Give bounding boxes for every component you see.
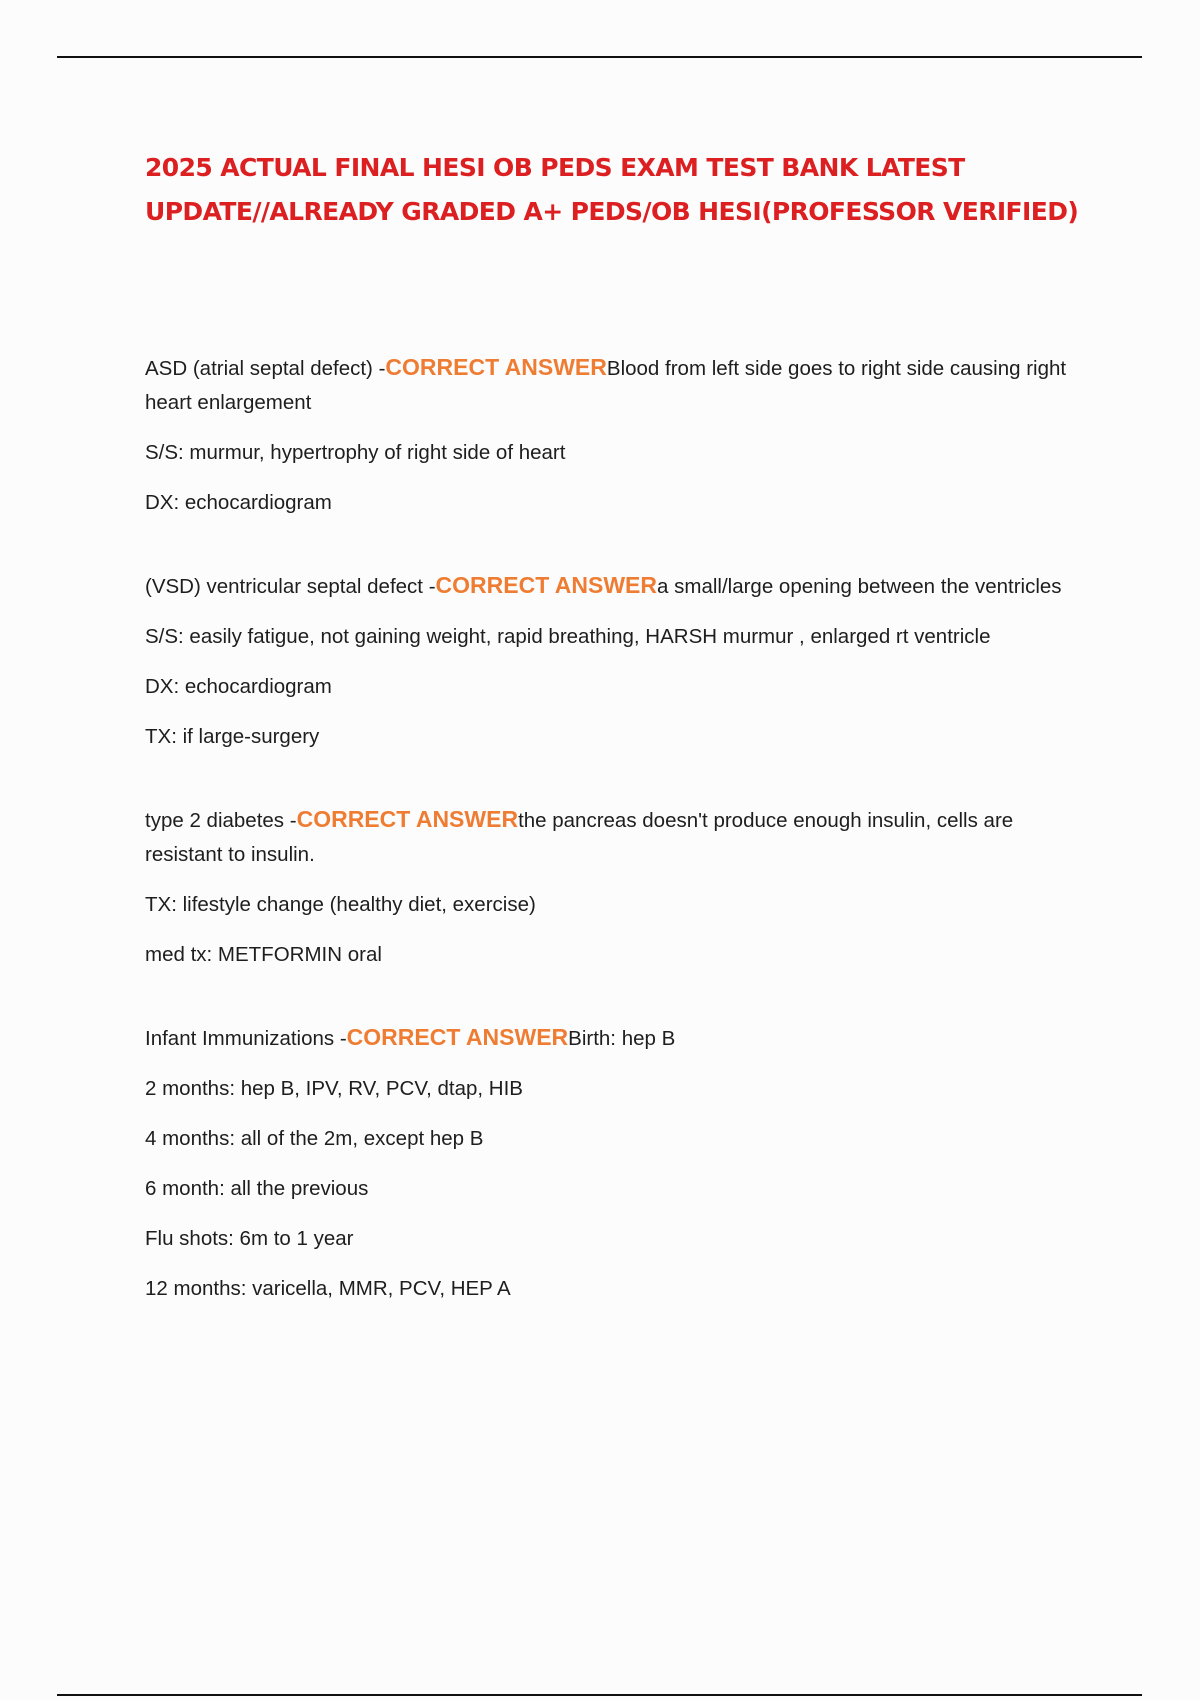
top-rule: [57, 56, 1142, 58]
title-line-2: UPDATE//ALREADY GRADED A+ PEDS/OB HESI(PROFESSOR VERIFIED): [145, 197, 1079, 226]
question-answer-line: [145, 568, 1090, 604]
correct-answer-label: CORRECT ANSWER: [385, 354, 607, 380]
detail-line: Flu shots: 6m to 1 year: [145, 1227, 354, 1250]
question-answer-line: [145, 350, 1090, 420]
page-title: [145, 146, 1145, 234]
qa-entry-type-2-diabetes: [145, 802, 1090, 972]
correct-answer-label: CORRECT ANSWER: [346, 1024, 569, 1050]
detail-line: DX: echocardiogram: [145, 675, 332, 698]
answer: Birth: hep B: [568, 1027, 676, 1050]
detail-line: 4 months: all of the 2m, except hep B: [145, 1127, 484, 1150]
correct-answer-label: CORRECT ANSWER: [435, 572, 658, 598]
detail-line: TX: lifestyle change (healthy diet, exercise): [145, 893, 536, 916]
detail-line: 2 months: hep B, IPV, RV, PCV, dtap, HIB: [145, 1077, 523, 1100]
qa-entry-asd: [145, 350, 1090, 520]
qa-entry-vsd: [145, 568, 1090, 754]
answer: Blood from left side goes to right side causing right heart enlargement: [145, 357, 1067, 414]
qa-entry-infant-immunizations: [145, 1020, 1090, 1306]
detail-line: DX: echocardiogram: [145, 491, 332, 514]
term: (VSD) ventricular septal defect -: [145, 575, 436, 598]
term: type 2 diabetes -: [145, 809, 297, 832]
question-answer-line: [145, 802, 1090, 872]
detail-line: S/S: easily fatigue, not gaining weight, rapid breathing, HARSH murmur , enlarged rt ventricle: [145, 625, 991, 648]
title-line-1: 2025 ACTUAL FINAL HESI OB PEDS EXAM TEST BANK LATEST: [145, 153, 965, 182]
detail-line: 6 month: all the previous: [145, 1177, 369, 1200]
term: Infant Immunizations -: [145, 1027, 347, 1050]
detail-line: med tx: METFORMIN oral: [145, 943, 382, 966]
answer: the pancreas doesn't produce enough insulin, cells are resistant to insulin.: [145, 809, 1014, 866]
answer: a small/large opening between the ventricles: [657, 575, 1062, 598]
question-answer-line: [145, 1020, 1090, 1056]
detail-line: S/S: murmur, hypertrophy of right side of heart: [145, 441, 566, 464]
bottom-rule: [57, 1694, 1142, 1696]
correct-answer-label: CORRECT ANSWER: [296, 806, 519, 832]
qa-list: [145, 350, 1090, 1306]
detail-line: 12 months: varicella, MMR, PCV, HEP A: [145, 1277, 511, 1300]
term: ASD (atrial septal defect) -: [145, 357, 386, 380]
detail-line: TX: if large-surgery: [145, 725, 320, 748]
